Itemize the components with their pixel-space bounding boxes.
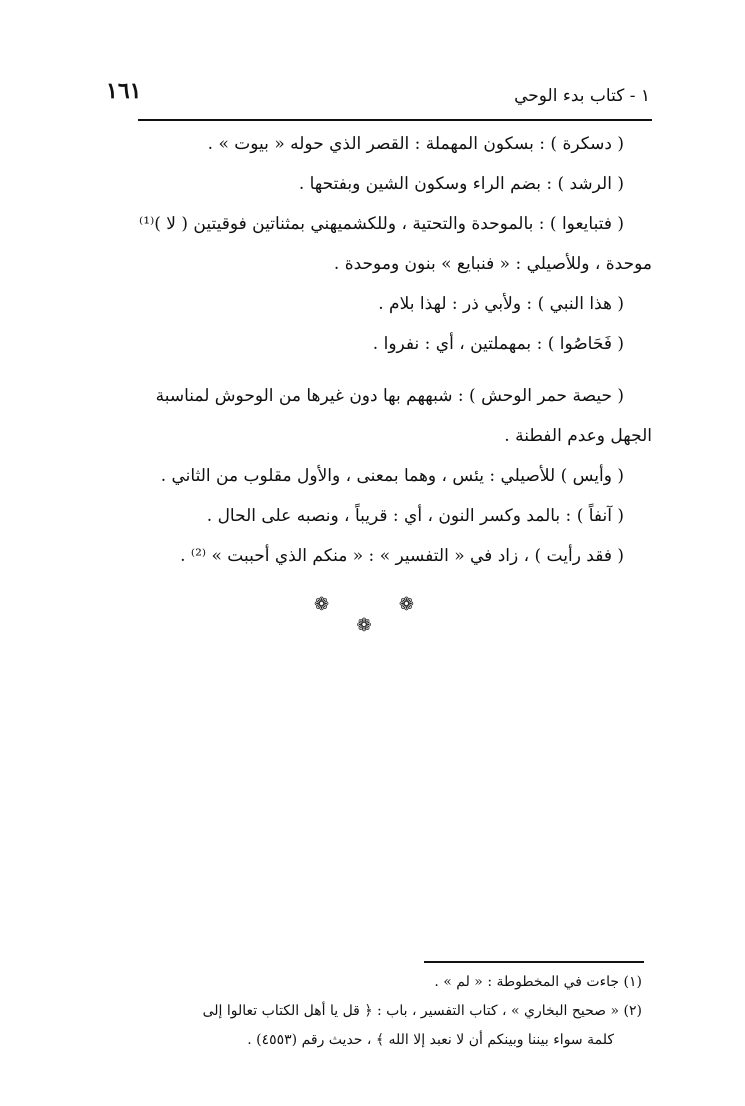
entry-text: ( حيصة حمر الوحش ) : شبههم بها دون غيرها من الوحوش لمناسبة (155, 386, 624, 406)
commentary-body (104, 124, 652, 576)
footnote-rule (424, 961, 644, 963)
entry-text: ( فَحَاصُوا ) : بمهملتين ، أي : نفروا . (372, 334, 624, 354)
entry-daskara (104, 124, 652, 164)
entry-rushd (104, 164, 652, 204)
header-rule (138, 119, 652, 121)
entry-text: ( آنفاً ) : بالمد وكسر النون ، أي : قريباً ، ونصبه على الحال . (206, 506, 624, 526)
entry-faqad-raayt (104, 536, 652, 576)
page-header (100, 74, 650, 114)
footnote-text: (٢) « صحيح البخاري » ، كتاب التفسير ، باب : ﴿ قل يا أهل الكتاب تعالوا إلى (202, 1003, 642, 1019)
footnote-1 (108, 968, 648, 997)
footnote-continuation: كلمة سواء بيننا وبينكم أن لا نعبد إلا الله ﴾ ، حديث رقم (٤٥٥٣) . (247, 1032, 614, 1048)
section-divider-ornaments: ❁ ❁ ❁ (314, 594, 446, 636)
entry-text: ( وأيس ) للأصيلي : يئس ، وهما بمعنى ، والأول مقلوب من الثاني . (160, 466, 624, 486)
entry-text: ( هذا النبي ) : ولأبي ذر : لهذا بلام . (378, 294, 624, 314)
entry-hadha-alnabi (104, 284, 652, 324)
entry-text: ( فتبايعوا ) : بالموحدة والتحتية ، وللكشميهني بمثناتين فوقيتين ( لا )⁽¹⁾ (139, 214, 624, 234)
entry-fatabayau (104, 204, 652, 284)
entry-continuation: موحدة ، وللأصيلي : « فنبايع » بنون وموحدة . (333, 254, 652, 274)
entry-text: ( دسكرة ) : بسكون المهملة : القصر الذي حوله « بيوت » . (207, 134, 624, 154)
entry-haysa (104, 376, 652, 456)
entry-text: ( الرشد ) : بضم الراء وسكون الشين وبفتحها . (298, 174, 624, 194)
entry-continuation: الجهل وعدم الفطنة . (504, 426, 652, 446)
page-number: ١٦١ (106, 78, 142, 104)
footnote-text: (١) جاءت في المخطوطة : « لم » . (434, 974, 642, 990)
entry-fahasu (104, 324, 652, 364)
footnotes (108, 968, 648, 1055)
entry-wa-ayis (104, 456, 652, 496)
running-title: ١ - كتاب بدء الوحي (514, 86, 650, 106)
entry-text: ( فقد رأيت ) ، زاد في « التفسير » : « منكم الذي أحببت » ⁽²⁾ . (180, 546, 624, 566)
footnote-2 (108, 997, 648, 1055)
entry-anifan (104, 496, 652, 536)
